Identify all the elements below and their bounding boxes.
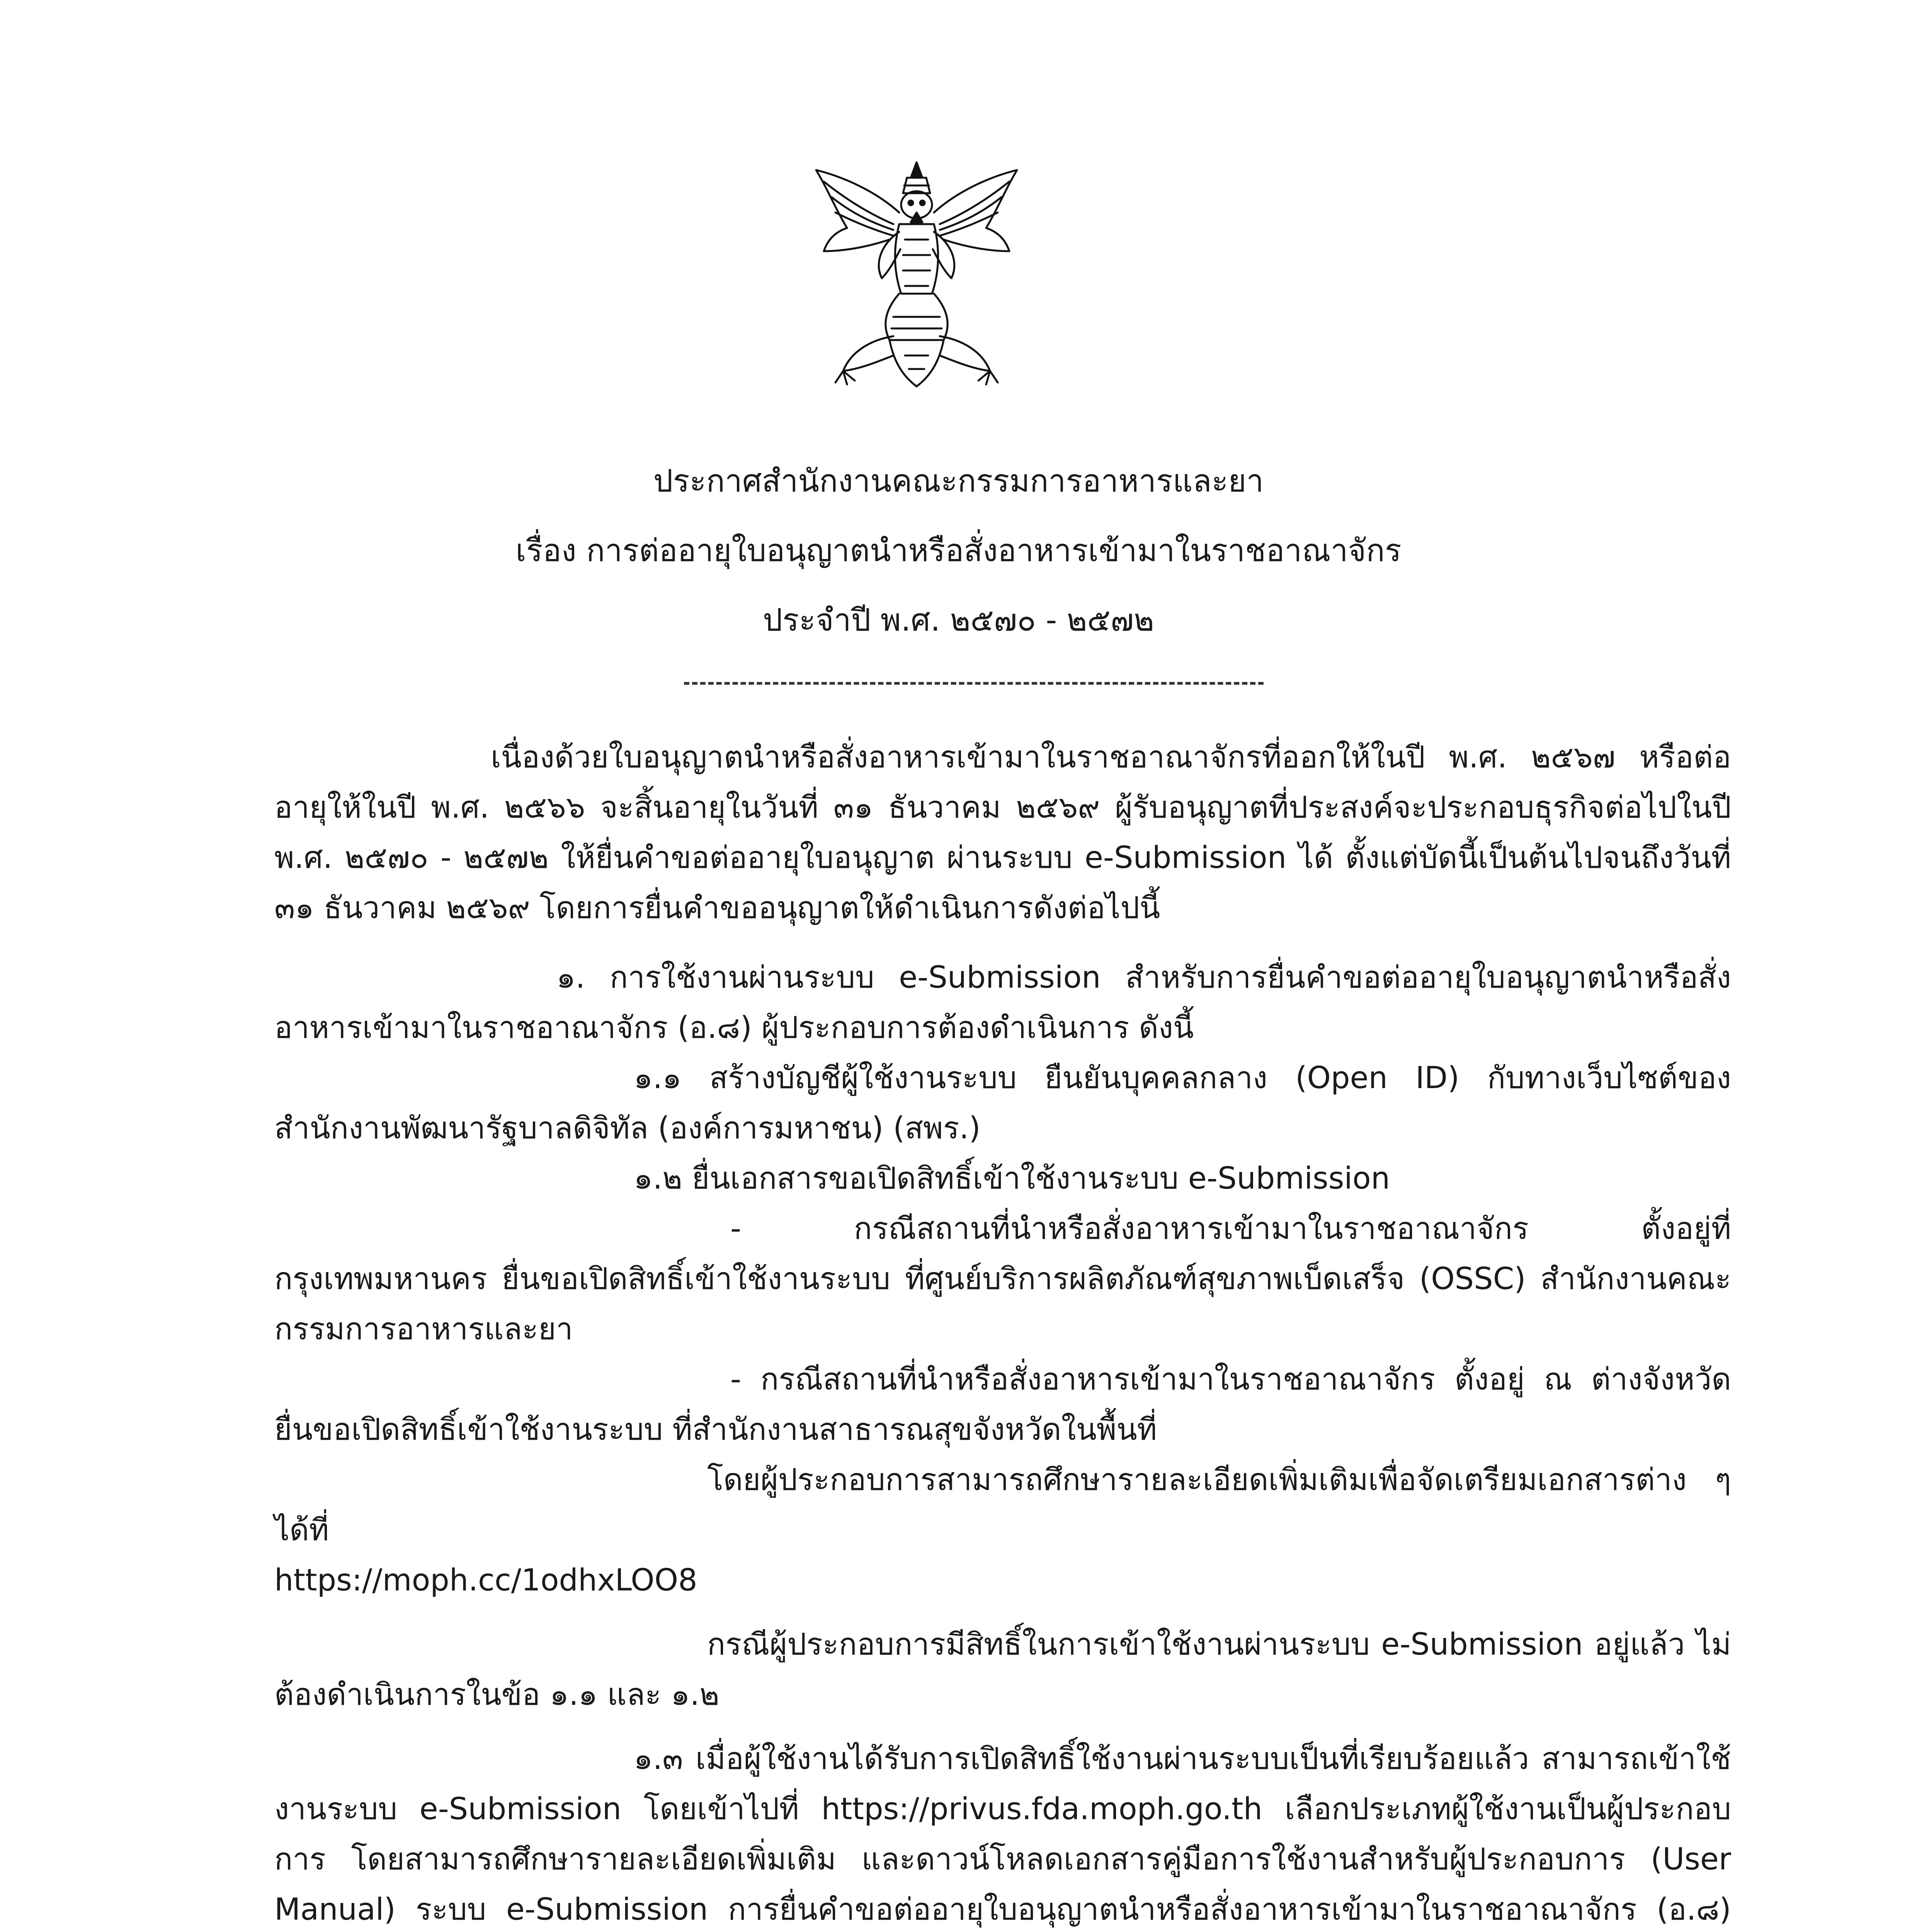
item-1-2-province-paragraph: - กรณีสถานที่นำหรือสั่งอาหารเข้ามาในราชอาณาจักร ตั้งอยู่ ณ ต่างจังหวัด ยื่นขอเปิดสิทธิ์เข้าใช้งานระบบ ที่สำนักงานสาธารณสุขจังหวัดในพื้นที่ [274, 1362, 1731, 1447]
announcement-heading: ประกาศสำนักงานคณะกรรมการอาหารและยา [653, 463, 1264, 499]
announcement-subject: เรื่อง การต่ออายุใบอนุญาตนำหรือสั่งอาหารเข้ามาในราชอาณาจักร [515, 532, 1402, 568]
item-1-2-note-paragraph: โดยผู้ประกอบการสามารถศึกษารายละเอียดเพิ่มเติมเพื่อจัดเตรียมเอกสารต่าง ๆ ได้ที่ [274, 1463, 1731, 1548]
document-body [274, 732, 1731, 1932]
announcement-year: ประจำปี พ.ศ. ๒๕๗๐ - ๒๕๗๒ [763, 602, 1154, 638]
item-1-2-note-url-link[interactable]: https://moph.cc/1odhxLOO8 [274, 1563, 697, 1598]
intro-paragraph: เนื่องด้วยใบอนุญาตนำหรือสั่งอาหารเข้ามาในราชอาณาจักรที่ออกให้ในปี พ.ศ. ๒๕๖๗ หรือต่ออายุให้ในปี พ.ศ. ๒๕๖๖ จะสิ้นอายุในวันที่ ๓๑ ธันวาคม ๒๕๖๙ ผู้รับอนุญาตที่ประสงค์จะประกอบธุรกิจต่อไปในปี พ.ศ. ๒๕๗๐ - ๒๕๗๒ ให้ยื่นคำขอต่ออายุใบอนุญาต ผ่านระบบ e-Submission ได้ ตั้งแต่บัดนี้เป็นต้นไปจนถึงวันที่ ๓๑ ธันวาคม ๒๕๖๙ โดยการยื่นคำขออนุญาตให้ดำเนินการดังต่อไปนี้ [274, 740, 1731, 925]
item-1-1-paragraph: ๑.๑ สร้างบัญชีผู้ใช้งานระบบ ยืนยันบุคคลกลาง (Open ID) กับทางเว็บไซต์ของสำนักงานพัฒนารัฐบาลดิจิทัล (องค์การมหาชน) (สพร.) [274, 1061, 1731, 1146]
item-1-3-paragraph: ๑.๓ เมื่อผู้ใช้งานได้รับการเปิดสิทธิ์ใช้งานผ่านระบบเป็นที่เรียบร้อยแล้ว สามารถเข้าใช้งานระบบ e-Submission โดยเข้าไปที่ https://privus.fda.moph.go.th เลือกประเภทผู้ใช้งานเป็นผู้ประกอบการ โดยสามารถศึกษารายละเอียดเพิ่มเติม และดาวน์โหลดเอกสารคู่มือการใช้งานสำหรับผู้ประกอบการ (User Manual) ระบบ e-Submission การยื่นคำขอต่ออายุใบอนุญาตนำหรือสั่งอาหารเข้ามาในราชอาณาจักร (อ.๘) [274, 1742, 1731, 1927]
item-1-2-paragraph: ๑.๒ ยื่นเอกสารขอเปิดสิทธิ์เข้าใช้งานระบบ e-Submission [634, 1161, 1390, 1196]
header-separator [684, 682, 1264, 685]
item-1-2-bangkok-paragraph: - กรณีสถานที่นำหรือสั่งอาหารเข้ามาในราชอาณาจักร ตั้งอยู่ที่กรุงเทพมหานคร ยื่นขอเปิดสิทธิ์เข้าใช้งานระบบ ที่ศูนย์บริการผลิตภัณฑ์สุขภาพเบ็ดเสร็จ (OSSC) สำนักงานคณะกรรมการอาหารและยา [274, 1211, 1731, 1347]
item-1-paragraph: ๑. การใช้งานผ่านระบบ e-Submission สำหรับการยื่นคำขอต่ออายุใบอนุญาตนำหรือสั่งอาหารเข้ามาในราชอาณาจักร (อ.๘) ผู้ประกอบการต้องดำเนินการ ดังนี้ [274, 960, 1731, 1045]
garuda-emblem-icon [801, 155, 1032, 394]
item-1-2-exempt-paragraph: กรณีผู้ประกอบการมีสิทธิ์ในการเข้าใช้งานผ่านระบบ e-Submission อยู่แล้ว ไม่ต้องดำเนินการในข้อ ๑.๑ และ ๑.๒ [274, 1627, 1731, 1712]
